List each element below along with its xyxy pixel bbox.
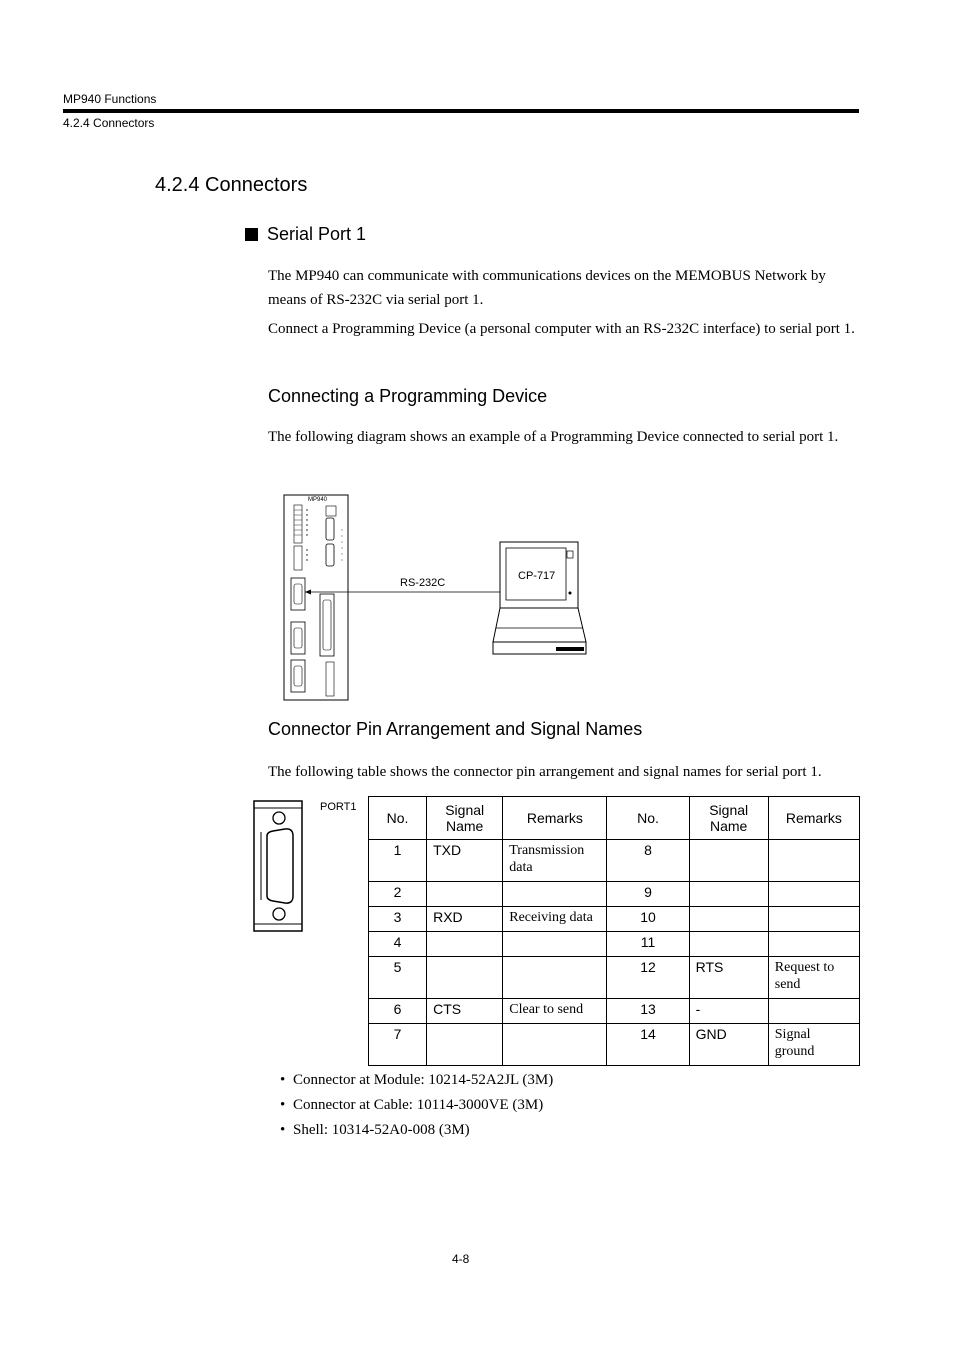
signal-name: RXD <box>427 907 503 932</box>
table-row <box>369 882 860 907</box>
module-label: MP940 <box>308 497 328 503</box>
pin-number: 2 <box>369 882 427 907</box>
remarks <box>768 907 859 932</box>
pin-number: 4 <box>369 932 427 957</box>
remarks <box>503 957 607 999</box>
port1-connector-drawing <box>253 800 303 932</box>
signal-name: CTS <box>427 999 503 1024</box>
list-item: • Connector at Cable: 10114-3000VE (3M) <box>280 1093 553 1118</box>
remarks <box>503 932 607 957</box>
table-row <box>369 932 860 957</box>
page-number: 4-8 <box>452 1252 470 1266</box>
remarks: Receiving data <box>503 907 607 932</box>
pin-number: 13 <box>607 999 689 1024</box>
table-row <box>369 840 860 882</box>
serial-port-paragraph-1: The MP940 can communicate with communications devices on the MEMOBUS Network by means of RS-232C via serial port 1. <box>268 268 826 308</box>
pin-number: 7 <box>369 1024 427 1066</box>
pin-number: 14 <box>607 1024 689 1066</box>
section-title: 4.2.4 Connectors <box>155 174 308 196</box>
pin-number: 11 <box>607 932 689 957</box>
header-no: No. <box>607 797 689 840</box>
serial-port-heading <box>245 224 366 245</box>
signal-name: GND <box>689 1024 768 1066</box>
pin-arrangement-paragraph: The following table shows the connector pin arrangement and signal names for serial port 1. <box>268 764 822 780</box>
header-title: MP940 Functions <box>63 92 157 106</box>
signal-name: RTS <box>689 957 768 999</box>
table-row <box>369 957 860 999</box>
square-bullet-icon <box>245 228 258 241</box>
remarks <box>768 932 859 957</box>
connector-bullet-list <box>280 1068 553 1143</box>
signal-name <box>689 932 768 957</box>
remarks: Clear to send <box>503 999 607 1024</box>
signal-name: - <box>689 999 768 1024</box>
pin-number: 10 <box>607 907 689 932</box>
port1-label: PORT1 <box>320 801 357 813</box>
serial-port-paragraph-2: Connect a Programming Device (a personal computer with an RS-232C interface) to serial port 1. <box>268 321 855 337</box>
pin-number: 3 <box>369 907 427 932</box>
pin-number: 12 <box>607 957 689 999</box>
header-rule <box>63 109 859 113</box>
remarks: Signal ground <box>768 1024 859 1066</box>
header-no: No. <box>369 797 427 840</box>
signal-name <box>427 932 503 957</box>
remarks <box>768 840 859 882</box>
header-signal-name: Signal Name <box>689 797 768 840</box>
computer-label: CP-717 <box>518 570 556 582</box>
cp717-computer <box>493 542 586 654</box>
table-header-row <box>369 797 860 840</box>
serial-port-title: Serial Port 1 <box>267 224 367 244</box>
remarks: Request to send <box>768 957 859 999</box>
header-remarks: Remarks <box>503 797 607 840</box>
signal-name <box>689 907 768 932</box>
table-row <box>369 1024 860 1066</box>
remarks <box>768 882 859 907</box>
cable-label: RS-232C <box>400 577 446 589</box>
list-item: • Shell: 10314-52A0-008 (3M) <box>280 1118 553 1143</box>
header-subsection: 4.2.4 Connectors <box>63 116 155 130</box>
programming-device-title: Connecting a Programming Device <box>268 386 548 406</box>
remarks <box>768 999 859 1024</box>
signal-name <box>427 1024 503 1066</box>
pin-number: 1 <box>369 840 427 882</box>
signal-name <box>427 957 503 999</box>
signal-name: TXD <box>427 840 503 882</box>
table-row <box>369 999 860 1024</box>
connection-diagram <box>280 490 600 705</box>
signal-name <box>427 882 503 907</box>
pin-number: 9 <box>607 882 689 907</box>
pin-number: 6 <box>369 999 427 1024</box>
pin-arrangement-title: Connector Pin Arrangement and Signal Names <box>268 719 643 739</box>
pin-arrangement-table <box>368 796 860 1066</box>
pin-number: 8 <box>607 840 689 882</box>
remarks: Transmission data <box>503 840 607 882</box>
programming-device-paragraph: The following diagram shows an example of a Programming Device connected to serial port 1. <box>268 429 839 445</box>
table-row <box>369 907 860 932</box>
mp940-module <box>284 495 348 700</box>
header-signal-name: Signal Name <box>427 797 503 840</box>
remarks <box>503 1024 607 1066</box>
remarks <box>503 882 607 907</box>
header-remarks: Remarks <box>768 797 859 840</box>
pin-number: 5 <box>369 957 427 999</box>
signal-name <box>689 882 768 907</box>
list-item: • Connector at Module: 10214-52A2JL (3M) <box>280 1068 553 1093</box>
signal-name <box>689 840 768 882</box>
